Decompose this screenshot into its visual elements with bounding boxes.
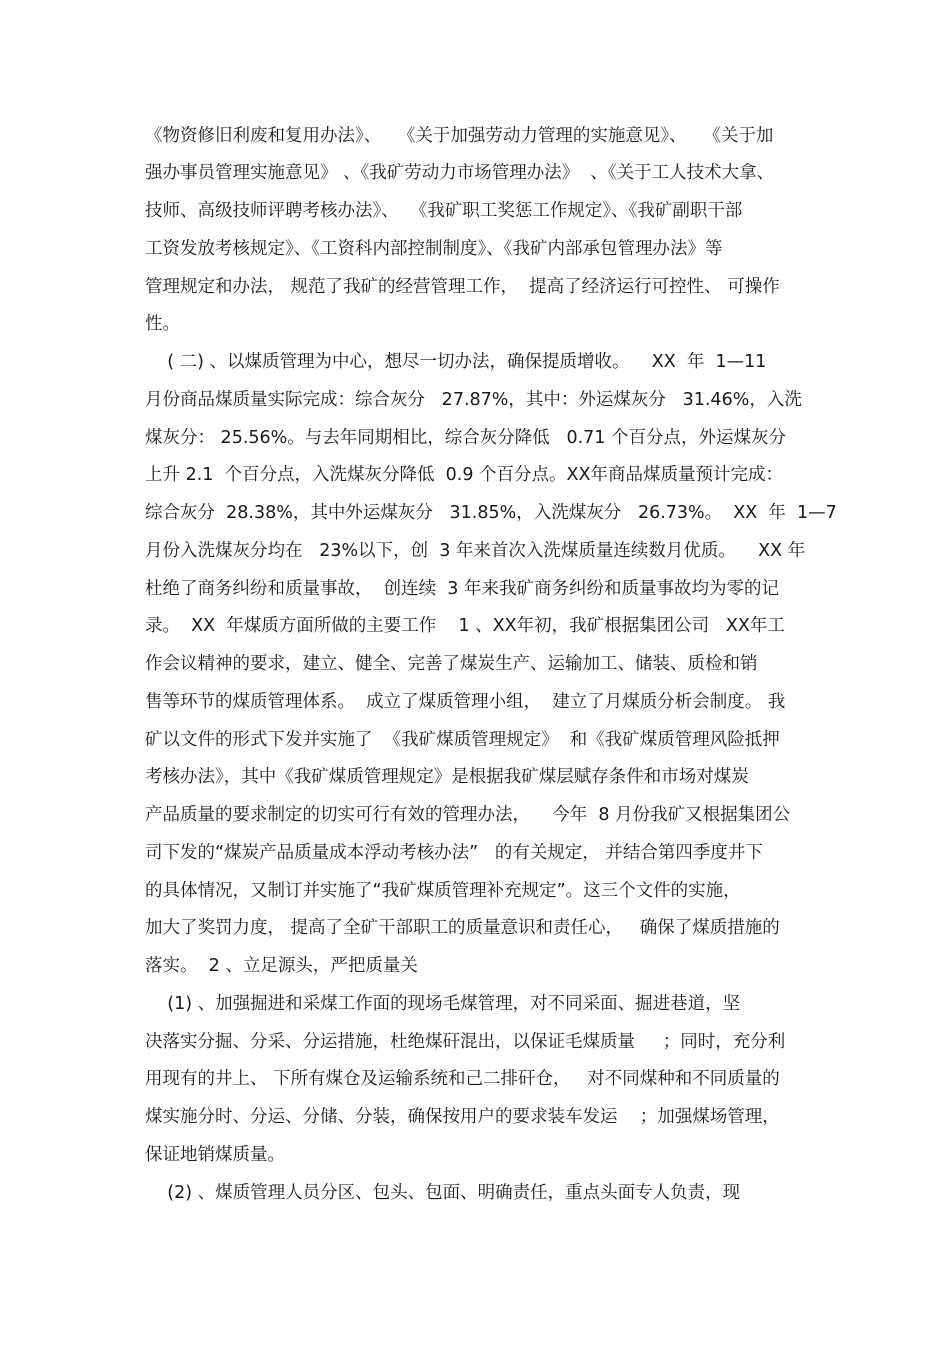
text-line: 上升 2.1 个百分点，入洗煤灰分降低 0.9 个百分点。XX年商品煤质量预计完成：	[145, 465, 784, 485]
text-line: 煤灰分： 25.56%。与去年同期相比，综合灰分降低 0.71 个百分点，外运煤灰分	[145, 428, 787, 448]
text-line: (1) 、加强掘进和采煤工作面的现场毛煤管理，对不同采面、掘进巷道，坚	[145, 994, 741, 1014]
text-line: 煤实施分时、分运、分储、分装，确保按用户的要求装车发运 ；加强煤场管理，	[145, 1107, 780, 1127]
text-line: 的具体情况，又制订并实施了“我矿煤质管理补充规定”。这三个文件的实施，	[145, 881, 741, 901]
text-line: 用现有的井上、 下所有煤仓及运输系统和己二排矸仓， 对不同煤种和不同质量的	[145, 1069, 780, 1089]
text-line: 月份商品煤质量实际完成：综合灰分 27.87%，其中：外运煤灰分 31.46%，入洗	[145, 390, 802, 410]
text-line: 管理规定和办法， 规范了我矿的经营管理工作， 提高了经济运行可控性、 可操作	[145, 277, 780, 297]
text-line: 综合灰分 28.38%，其中外运煤灰分 31.85%，入洗煤灰分 26.73%。 XX 年 1—7	[145, 503, 837, 523]
text-line: 司下发的“煤炭产品质量成本浮动考核办法” 的有关规定， 并结合第四季度井下	[145, 843, 763, 863]
text-line: 落实。 2 、立足源头，严把质量关	[145, 956, 418, 976]
text-line: (2) 、煤质管理人员分区、包头、包面、明确责任，重点头面专人负责，现	[145, 1183, 741, 1203]
text-line: 杜绝了商务纠纷和质量事故， 创连续 3 年来我矿商务纠纷和质量事故均为零的记	[145, 579, 779, 599]
text-line: 录。 XX 年煤质方面所做的主要工作 1 、XX年初，我矿根据集团公司 XX年工	[145, 616, 785, 636]
text-line: 考核办法》，其中《我矿煤质管理规定》是根据我矿煤层赋存条件和市场对煤炭	[145, 767, 749, 787]
text-line: 《物资修旧利废和复用办法》、 《关于加强劳动力管理的实施意见》、 《关于加	[145, 126, 774, 146]
text-line: 保证地销煤质量。	[145, 1145, 285, 1165]
text-line: 强办事员管理实施意见》 、《我矿劳动力市场管理办法》 、《关于工人技术大拿、	[145, 163, 775, 183]
text-line: 决落实分掘、分采、分运措施，杜绝煤矸混出，以保证毛煤质量 ；同时，充分利	[145, 1032, 786, 1052]
text-line: 售等环节的煤质管理体系。 成立了煤质管理小组， 建立了月煤质分析会制度。 我	[145, 692, 786, 712]
text-line: 产品质量的要求制定的切实可行有效的管理办法， 今年 8 月份我矿又根据集团公	[145, 805, 791, 825]
text-line: 月份入洗煤灰分均在 23%以下，创 3 年来首次入洗煤质量连续数月优质。 XX 年	[145, 541, 806, 561]
text-line: 矿以文件的形式下发并实施了 《我矿煤质管理规定》 和《我矿煤质管理风险抵押	[145, 730, 780, 750]
text-line: ( 二) 、以煤质管理为中心，想尽一切办法，确保提质增收。 XX 年 1—11	[145, 352, 767, 372]
text-line: 作会议精神的要求，建立、健全、完善了煤炭生产、运输加工、储装、质检和销	[145, 654, 758, 674]
text-line: 性。	[145, 314, 180, 334]
text-line: 技师、高级技师评聘考核办法》、 《我矿职工奖惩工作规定》、《我矿副职干部	[145, 201, 743, 221]
text-line: 工资发放考核规定》、《工资科内部控制制度》、《我矿内部承包管理办法》等	[145, 239, 723, 259]
text-line: 加大了奖罚力度， 提高了全矿干部职工的质量意识和责任心， 确保了煤质措施的	[145, 918, 780, 938]
